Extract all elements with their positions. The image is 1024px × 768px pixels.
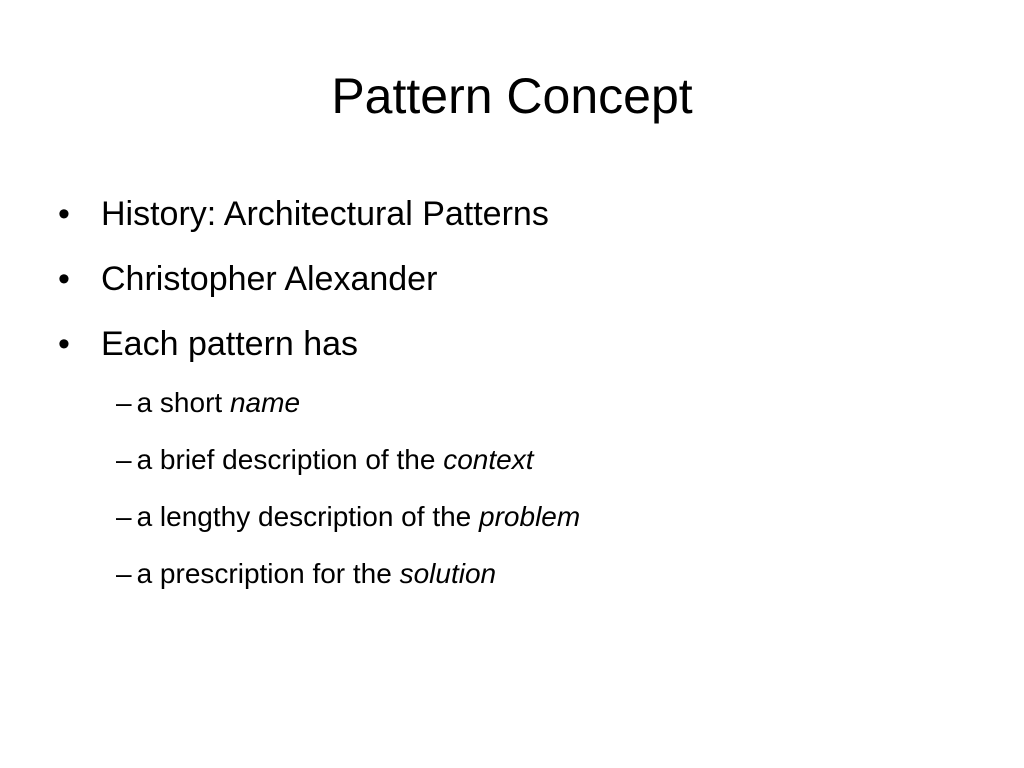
sub-marker: – — [116, 444, 132, 475]
slide-title: Pattern Concept — [331, 68, 693, 124]
bullet-text: Each pattern has — [101, 325, 359, 363]
sub-item-emphasis: context — [443, 444, 534, 475]
bullet-text: History: Architectural Patterns — [101, 195, 549, 233]
sub-item-text: a prescription for the — [136, 558, 400, 589]
sub-marker: – — [116, 501, 132, 532]
sub-item-problem — [116, 497, 976, 537]
sub-item-text: a brief description of the — [136, 444, 444, 475]
sub-item-text: a lengthy description of the — [136, 501, 480, 532]
sub-marker: – — [116, 558, 132, 589]
bullet-item-alexander — [56, 253, 976, 305]
sub-item-text: a short — [136, 387, 230, 418]
sub-bullet-list — [56, 383, 976, 594]
sub-item-context — [116, 440, 976, 480]
sub-item-name — [116, 383, 976, 423]
bullet-item-each-pattern — [56, 318, 976, 370]
sub-item-emphasis: problem — [479, 501, 581, 532]
bullet-marker: • — [58, 195, 70, 233]
sub-marker: – — [116, 387, 132, 418]
bullet-item-history — [56, 188, 976, 240]
slide-content — [56, 188, 976, 611]
bullet-list — [56, 188, 976, 370]
sub-item-solution — [116, 554, 976, 594]
bullet-text: Christopher Alexander — [101, 260, 438, 298]
bullet-marker: • — [58, 325, 70, 363]
bullet-marker: • — [58, 260, 70, 298]
sub-item-emphasis: name — [229, 387, 301, 418]
sub-item-emphasis: solution — [399, 558, 497, 589]
